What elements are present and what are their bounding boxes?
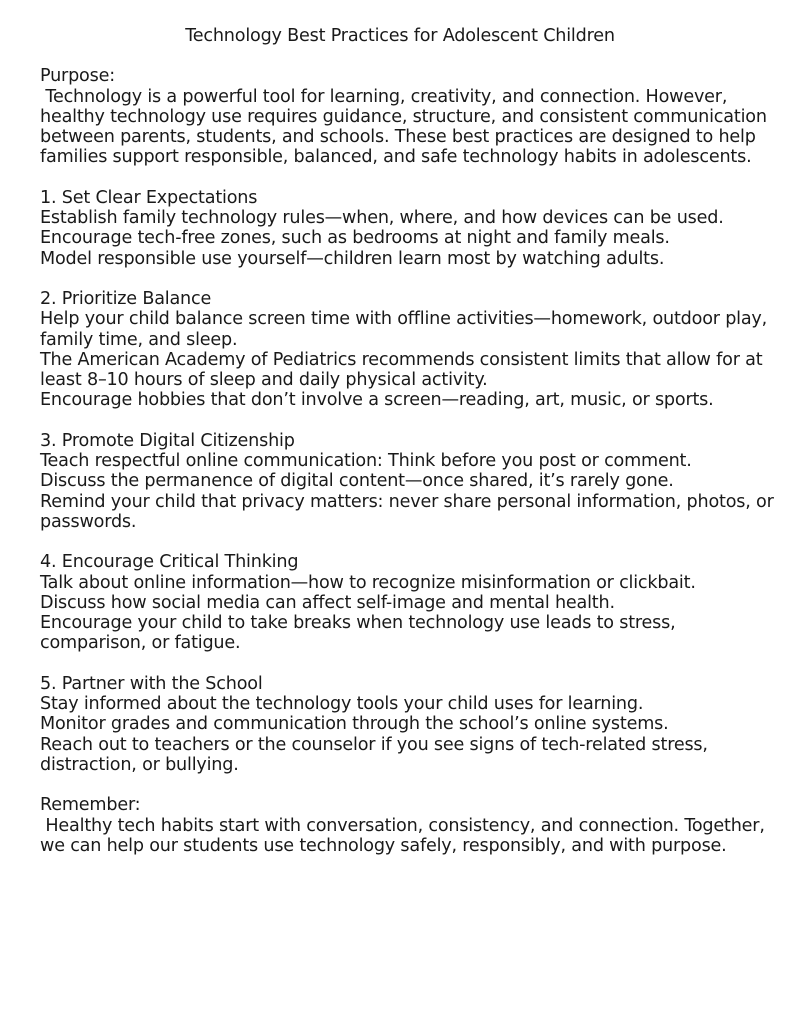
section-item: Discuss how social media can affect self-image and mental health. (40, 592, 615, 613)
section-heading: 4. Encourage Critical Thinking (40, 552, 299, 573)
section-item: Reach out to teachers or the counselor if you see signs of tech-related stress, distraction, or bullying. (40, 734, 708, 775)
section-promote-digital-citizenship (40, 431, 785, 532)
section-item: Model responsible use yourself—children learn most by watching adults. (40, 248, 665, 269)
section-item: Stay informed about the technology tools your child uses for learning. (40, 694, 644, 715)
section-heading: 1. Set Clear Expectations (40, 187, 258, 208)
remember-heading: Remember: (40, 795, 141, 816)
section-item: Talk about online information—how to recognize misinformation or clickbait. (40, 572, 696, 593)
section-item: Establish family technology rules—when, where, and how devices can be used. (40, 208, 724, 229)
document-title: Technology Best Practices for Adolescent Children (185, 26, 615, 46)
document-page (40, 26, 785, 876)
section-item: Encourage hobbies that don’t involve a screen—reading, art, music, or sports. (40, 390, 714, 411)
remember-section (40, 795, 785, 856)
section-item: Discuss the permanence of digital content—once shared, it’s rarely gone. (40, 471, 674, 492)
section-item: Teach respectful online communication: Think before you post or comment. (40, 451, 692, 472)
section-item: Monitor grades and communication through the school’s online systems. (40, 714, 669, 735)
purpose-text: Technology is a powerful tool for learning, creativity, and connection. However, healthy technology use requires guidance, structure, and consistent communication between parents, students, and schools. These best practices are designed to help families support responsible, balanced, and safe technology habits in adolescents. (40, 86, 773, 168)
section-heading: 5. Partner with the School (40, 673, 263, 694)
section-item: Encourage tech-free zones, such as bedrooms at night and family meals. (40, 228, 670, 249)
purpose-heading: Purpose: (40, 66, 115, 87)
section-heading: 3. Promote Digital Citizenship (40, 430, 295, 451)
remember-text: Healthy tech habits start with conversation, consistency, and connection. Together, we can help our students use technology safely, responsibly, and with purpose. (40, 815, 771, 856)
purpose-section (40, 66, 785, 167)
section-set-clear-expectations (40, 188, 785, 269)
section-partner-with-school (40, 674, 785, 775)
section-item: The American Academy of Pediatrics recommends consistent limits that allow for at least 8–10 hours of sleep and daily physical activity. (40, 349, 763, 391)
section-item: Encourage your child to take breaks when technology use leads to stress, comparison, or fatigue. (40, 613, 676, 654)
section-encourage-critical-thinking (40, 552, 785, 653)
section-item: Remind your child that privacy matters: never share personal information, photos, or passwords. (40, 491, 774, 532)
section-item: Help your child balance screen time with offline activities—homework, outdoor play, family time, and sleep. (40, 309, 768, 350)
section-prioritize-balance (40, 289, 785, 411)
section-heading: 2. Prioritize Balance (40, 288, 212, 309)
